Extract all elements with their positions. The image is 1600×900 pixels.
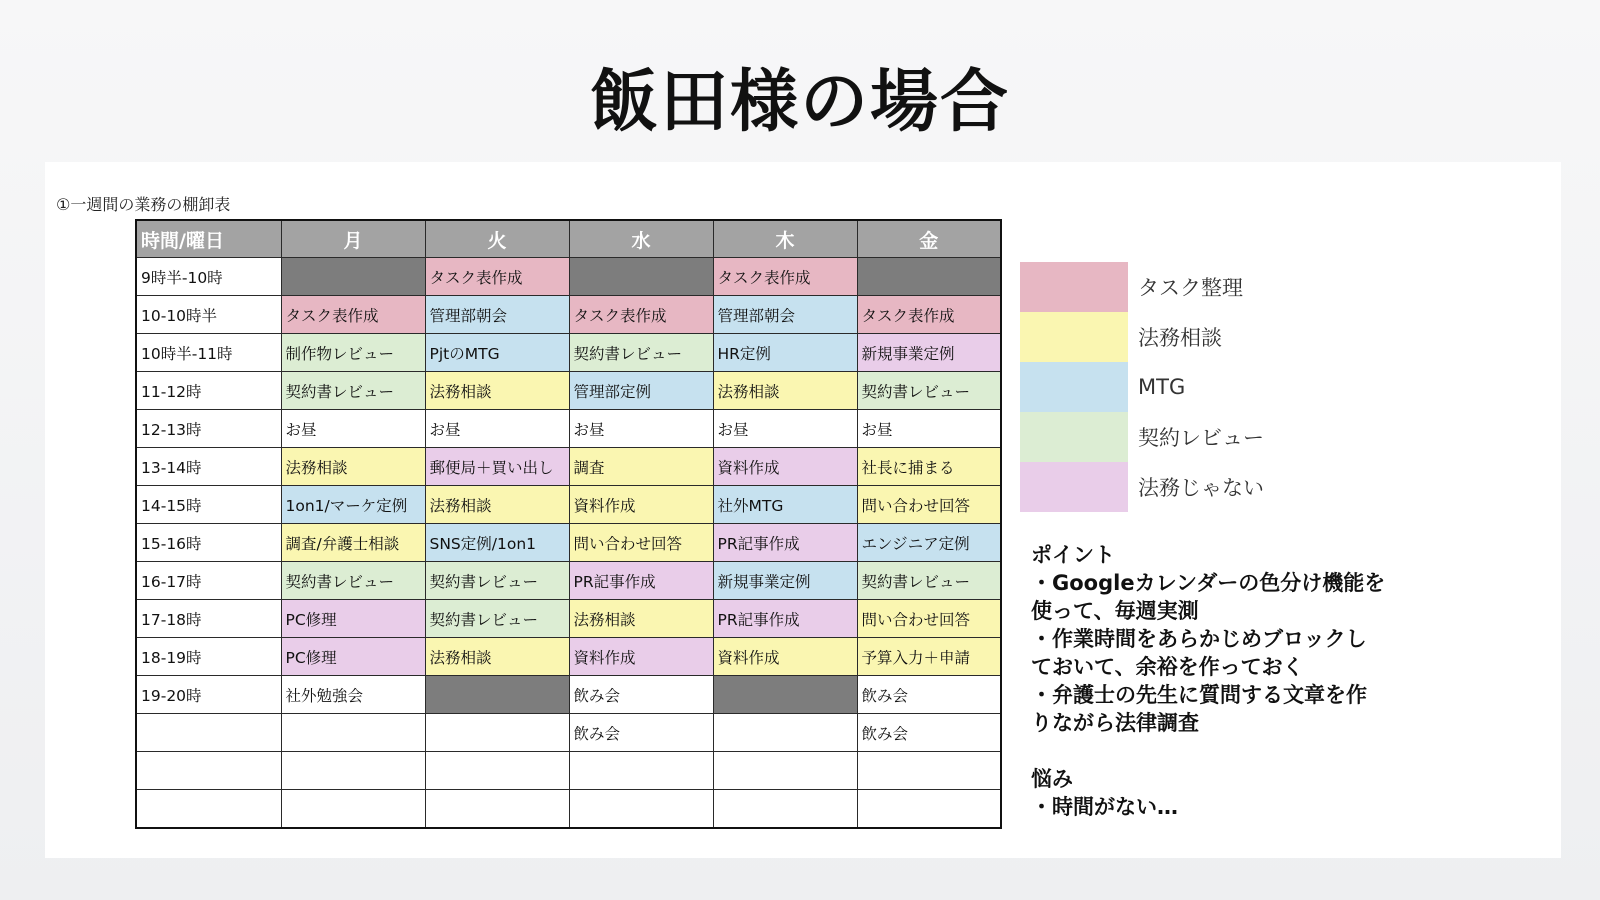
table-row (136, 334, 1001, 372)
schedule-cell: お昼 (281, 410, 425, 448)
time-slot-cell: 11-12時 (136, 372, 281, 410)
table-row (136, 714, 1001, 752)
table-row (136, 486, 1001, 524)
schedule-cell: お昼 (569, 410, 713, 448)
time-slot-cell (136, 714, 281, 752)
schedule-cell: タスク表作成 (713, 258, 857, 296)
schedule-cell (281, 258, 425, 296)
schedule-cell (569, 258, 713, 296)
schedule-cell: 社外MTG (713, 486, 857, 524)
color-legend (1020, 262, 1264, 512)
notes-spacer (1031, 737, 1431, 765)
schedule-cell: 郵便局＋買い出し (425, 448, 569, 486)
header-friday: 金 (857, 220, 1001, 258)
point-line: ておいて、余裕を作っておく (1031, 655, 1304, 679)
point-line: ・弁護士の先生に質問する文章を作 (1031, 683, 1367, 707)
schedule-body (136, 258, 1001, 829)
page-title: 飯田様の場合 (589, 63, 1010, 142)
legend-item (1020, 262, 1264, 312)
schedule-cell: 飲み会 (569, 676, 713, 714)
schedule-cell: PjtのMTG (425, 334, 569, 372)
schedule-cell (857, 258, 1001, 296)
legend-item (1020, 462, 1264, 512)
schedule-cell: HR定例 (713, 334, 857, 372)
time-slot-cell: 13-14時 (136, 448, 281, 486)
schedule-cell: 予算入力＋申請 (857, 638, 1001, 676)
legend-label: タスク整理 (1138, 276, 1243, 300)
schedule-cell: 管理部朝会 (425, 296, 569, 334)
schedule-cell: 社長に捕まる (857, 448, 1001, 486)
legend-label: 契約レビュー (1138, 426, 1264, 450)
schedule-cell: 法務相談 (425, 372, 569, 410)
table-row (136, 296, 1001, 334)
time-slot-cell: 16-17時 (136, 562, 281, 600)
schedule-cell (713, 676, 857, 714)
schedule-cell: 新規事業定例 (713, 562, 857, 600)
time-slot-cell (136, 790, 281, 829)
table-row (136, 410, 1001, 448)
schedule-cell: 法務相談 (425, 638, 569, 676)
time-slot-cell: 15-16時 (136, 524, 281, 562)
time-slot-cell: 14-15時 (136, 486, 281, 524)
schedule-cell (713, 752, 857, 790)
table-row (136, 448, 1001, 486)
point-line: りながら法律調査 (1031, 711, 1199, 735)
notes (1031, 541, 1431, 821)
header-thursday: 木 (713, 220, 857, 258)
schedule-cell: 飲み会 (857, 714, 1001, 752)
schedule-cell (425, 676, 569, 714)
schedule-cell: 契約書レビュー (857, 372, 1001, 410)
header-monday: 月 (281, 220, 425, 258)
schedule-cell: お昼 (425, 410, 569, 448)
legend-swatch (1020, 362, 1128, 412)
schedule-cell (857, 790, 1001, 829)
schedule-cell: 制作物レビュー (281, 334, 425, 372)
time-slot-cell (136, 752, 281, 790)
schedule-cell: タスク表作成 (569, 296, 713, 334)
schedule-cell: 資料作成 (713, 638, 857, 676)
schedule-cell: 新規事業定例 (857, 334, 1001, 372)
schedule-cell: 法務相談 (713, 372, 857, 410)
legend-label: 法務じゃない (1138, 476, 1264, 500)
schedule-cell (569, 752, 713, 790)
table-row (136, 258, 1001, 296)
header-tuesday: 火 (425, 220, 569, 258)
schedule-cell: 社外勉強会 (281, 676, 425, 714)
legend-item (1020, 412, 1264, 462)
schedule-cell (569, 790, 713, 829)
legend-label: 法務相談 (1138, 326, 1222, 350)
worries-heading: 悩み (1031, 767, 1073, 791)
schedule-cell: 調査 (569, 448, 713, 486)
worry-line: ・時間がない… (1031, 795, 1178, 819)
time-slot-cell: 18-19時 (136, 638, 281, 676)
time-slot-cell: 12-13時 (136, 410, 281, 448)
schedule-cell (425, 752, 569, 790)
schedule-cell: 管理部定例 (569, 372, 713, 410)
table-row (136, 600, 1001, 638)
point-line: ・Googleカレンダーの色分け機能を (1031, 571, 1386, 595)
table-row (136, 372, 1001, 410)
schedule-cell: PC修理 (281, 638, 425, 676)
schedule-cell: 資料作成 (713, 448, 857, 486)
schedule-cell: PR記事作成 (713, 524, 857, 562)
points-heading: ポイント (1031, 543, 1115, 567)
schedule-cell: 問い合わせ回答 (857, 600, 1001, 638)
schedule-cell: 調査/弁護士相談 (281, 524, 425, 562)
schedule-cell (857, 752, 1001, 790)
legend-item (1020, 362, 1264, 412)
schedule-cell: 契約書レビュー (425, 562, 569, 600)
schedule-cell: 契約書レビュー (857, 562, 1001, 600)
schedule-cell: タスク表作成 (425, 258, 569, 296)
schedule-cell: 資料作成 (569, 638, 713, 676)
legend-swatch (1020, 312, 1128, 362)
schedule-cell: 契約書レビュー (281, 372, 425, 410)
table-row (136, 676, 1001, 714)
point-line: ・作業時間をあらかじめブロックし (1031, 627, 1367, 651)
schedule-cell: 飲み会 (857, 676, 1001, 714)
time-slot-cell: 19-20時 (136, 676, 281, 714)
legend-swatch (1020, 462, 1128, 512)
schedule-cell (281, 790, 425, 829)
table-row (136, 752, 1001, 790)
time-slot-cell: 10時半-11時 (136, 334, 281, 372)
table-row (136, 790, 1001, 829)
schedule-cell: タスク表作成 (281, 296, 425, 334)
schedule-cell: 法務相談 (569, 600, 713, 638)
legend-swatch (1020, 262, 1128, 312)
schedule-cell: PC修理 (281, 600, 425, 638)
schedule-cell: 管理部朝会 (713, 296, 857, 334)
schedule-cell: 法務相談 (281, 448, 425, 486)
schedule-cell (425, 790, 569, 829)
schedule-cell: 1on1/マーケ定例 (281, 486, 425, 524)
point-line: 使って、毎週実測 (1031, 599, 1199, 623)
schedule-table (135, 219, 1002, 829)
schedule-cell: 契約書レビュー (425, 600, 569, 638)
schedule-cell (281, 714, 425, 752)
schedule-cell: 問い合わせ回答 (857, 486, 1001, 524)
schedule-cell: 法務相談 (425, 486, 569, 524)
schedule-cell: 契約書レビュー (281, 562, 425, 600)
schedule-cell: 問い合わせ回答 (569, 524, 713, 562)
schedule-cell: エンジニア定例 (857, 524, 1001, 562)
time-slot-cell: 17-18時 (136, 600, 281, 638)
schedule-cell: お昼 (857, 410, 1001, 448)
legend-label: MTG (1138, 375, 1186, 399)
schedule-cell: 資料作成 (569, 486, 713, 524)
schedule-cell (425, 714, 569, 752)
schedule-cell: 飲み会 (569, 714, 713, 752)
legend-item (1020, 312, 1264, 362)
table-header-row (136, 220, 1001, 258)
legend-swatch (1020, 412, 1128, 462)
schedule-cell: お昼 (713, 410, 857, 448)
header-time-day: 時間/曜日 (136, 220, 281, 258)
table-row (136, 562, 1001, 600)
header-wednesday: 水 (569, 220, 713, 258)
time-slot-cell: 10-10時半 (136, 296, 281, 334)
schedule-cell (713, 714, 857, 752)
schedule-cell: PR記事作成 (569, 562, 713, 600)
table-row (136, 638, 1001, 676)
schedule-cell: PR記事作成 (713, 600, 857, 638)
schedule-cell (713, 790, 857, 829)
schedule-cell: タスク表作成 (857, 296, 1001, 334)
table-caption: ①一週間の業務の棚卸表 (56, 195, 231, 214)
schedule-cell (281, 752, 425, 790)
schedule-cell: SNS定例/1on1 (425, 524, 569, 562)
schedule-cell: 契約書レビュー (569, 334, 713, 372)
time-slot-cell: 9時半-10時 (136, 258, 281, 296)
table-row (136, 524, 1001, 562)
